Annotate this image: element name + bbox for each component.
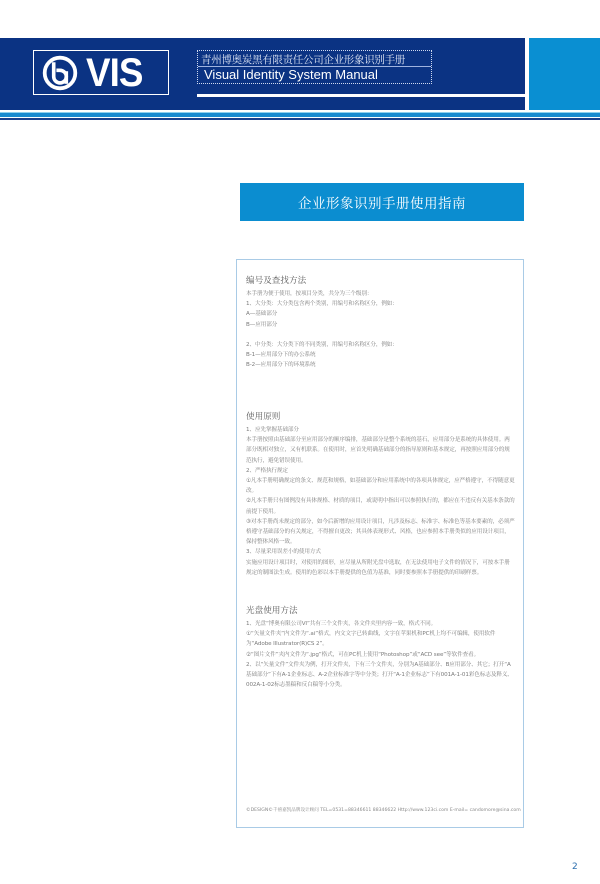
text-line: 本手册为便于使用，按项目分类，共分为三个级别： (246, 291, 373, 297)
text-paragraph: ②“图片文件”夹内文件为“.jpg”格式，可在PC机上使用“Photoshop”或“ACD see”等软件查看。 (246, 651, 480, 658)
text-line: 1、大分类：大分类包含两个类别，用编号和名称区分，例如： (246, 301, 398, 308)
section-title: 光盘使用方法 (246, 606, 298, 616)
text-paragraph: 1、应先掌握基础部分 (246, 427, 299, 433)
text-paragraph: ③对本手册尚未规定的部分，如今后新增的应用设计项目，凡涉及标志、标准字、标准色等基本要素的，必须严格遵守基础部分的有关规定，不得擅自更改；其具体表现形式、风格，也应参照本手册类似的应用设计项目，保持整体风格一致。 (246, 518, 515, 546)
text-line: B—应用部分 (246, 321, 278, 328)
guide-banner (240, 183, 524, 221)
manual-title (197, 50, 432, 84)
section-title: 使用原则 (246, 412, 281, 422)
logo-text: VIS (86, 50, 143, 95)
text-paragraph: 1、光盘“博奥有限公司VI”共有三个文件夹，各文件夹里内容一致，格式不同。 (246, 621, 437, 627)
text-paragraph: ②凡本手册只有图例没有具体规格、材质的项目，或说明中指出可以参照执行的，都应在不违反有关基本条款的前提下使用。 (246, 498, 515, 515)
text-paragraph: ①“矢量文件夹”内文件为“.ai”格式，内文文字已转曲线，文字在苹果机和PC机上均不可编辑，使用软件为“Adobe Illustrator(R)CS 2”。 (246, 631, 496, 648)
manual-title-cn: 青州博奥炭黑有限责任公司企业形象识别手册 (201, 54, 405, 66)
header-rule (197, 94, 525, 97)
manual-title-en: Visual Identity System Manual (204, 67, 378, 82)
text-paragraph: 3、尽量采用误差小的使用方式 (246, 549, 321, 556)
text-paragraph: ①凡本手册明确规定的条文、规范和规格，如基础部分和应用系统中的各项具体规定，应严格遵守，不得随意更改。 (246, 478, 515, 495)
section-title: 编号及查找方法 (246, 276, 307, 286)
text-line: 2、中分类：大分类下的不同类别，用编号和名称区分，例如： (246, 342, 398, 349)
text-paragraph: 2、以“矢量文件”文件夹为例，打开文件夹，下有三个文件夹，分别为A基础部分、B应用部分、其它；打开“A基础部分”下有A-1企业标志、A-2企业标准字等中分类；打开“A-1企业标志”下有001A-1-01彩色标志及释义、002A-1-02标志墨稿和反白稿等小分类。 (246, 661, 513, 689)
text-paragraph: 2、严格执行规定 (246, 467, 288, 474)
text-line: A—基础部分 (246, 311, 278, 318)
company-logo (33, 50, 169, 95)
designer-credit: ©DESIGN©千禧嘉凯品牌设计顾问 TEL=0531=88346611 88346622 Http://www.123ci.com E-mail= candomore@sina.com (246, 808, 521, 813)
text-paragraph: 本手册按照由基础部分至应用部分的顺序编排，基础部分是整个系统的基石，应用部分是系统的具体使用。两部分既相对独立，又有机联系。在使用时，应首先明确基础部分的指导原则和基本规定，再按照应用部分的规范执行，避免错误使用。 (246, 437, 510, 464)
section-disc (246, 605, 515, 690)
text-line: B-1—应用部分下的办公系统 (246, 352, 316, 359)
text-line (246, 330, 515, 340)
section-numbering (246, 275, 515, 371)
content-panel (236, 259, 524, 828)
logo-mark-icon (42, 55, 78, 91)
header-stripe (0, 118, 600, 120)
header-accent-block (529, 38, 600, 110)
section-principles (246, 411, 515, 578)
text-paragraph: 实施应用设计项目时，对使用的图形，应尽量从所附光盘中选取，在无法使用电子文件的情况下，可按本手册规定的制图法生成。使用的色彩以本手册提供的色值为基准，同时要参照本手册提供的印刷样票。 (246, 559, 510, 576)
page-number: 2 (572, 862, 578, 872)
guide-banner-title: 企业形象识别手册使用指南 (298, 196, 466, 212)
text-line: B-2—应用部分下的环境系统 (246, 362, 316, 369)
